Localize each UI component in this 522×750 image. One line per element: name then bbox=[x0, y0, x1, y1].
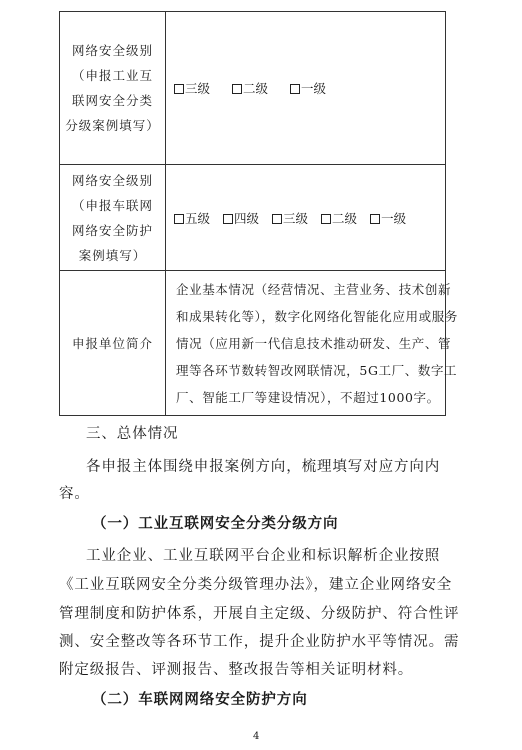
checkbox-option-level-2[interactable] bbox=[321, 209, 357, 227]
label-line: 网络安全防护 bbox=[71, 222, 153, 238]
content-line: 情况（应用新一代信息技术推动研发、生产、管 bbox=[176, 335, 452, 351]
option-label: 一级 bbox=[301, 81, 327, 96]
checkbox-icon[interactable] bbox=[232, 84, 242, 94]
label-line: （申报车联网 bbox=[71, 197, 153, 213]
security-level-iiot-label bbox=[60, 12, 166, 165]
label-line: （申报工业互 bbox=[71, 68, 153, 83]
security-level-iiot-options bbox=[166, 12, 446, 165]
checkbox-icon[interactable] bbox=[321, 214, 331, 224]
label-line: 联网安全分类 bbox=[71, 93, 153, 108]
label-line: 分级案例填写） bbox=[65, 118, 160, 133]
applicant-intro-label: 申报单位简介 bbox=[60, 271, 166, 416]
option-label: 三级 bbox=[185, 81, 211, 96]
paragraph-line: 《工业互联网安全分类分级管理办法》，建立企业网络安全 bbox=[59, 577, 453, 593]
checkbox-option-level-1[interactable] bbox=[290, 79, 326, 97]
checkbox-option-level-5[interactable] bbox=[174, 209, 210, 227]
application-form-table bbox=[59, 11, 458, 416]
checkbox-icon[interactable] bbox=[174, 214, 184, 224]
checkbox-icon[interactable] bbox=[370, 214, 380, 224]
option-label: 二级 bbox=[332, 210, 358, 226]
checkbox-icon[interactable] bbox=[174, 84, 184, 94]
paragraph-line: 测、安全整改等各环节工作，提升企业防护水平等情况。需 bbox=[59, 634, 460, 650]
option-label: 五级 bbox=[185, 210, 211, 226]
table-row bbox=[60, 12, 446, 165]
security-level-iov-label bbox=[60, 165, 166, 271]
paragraph-line: 附定级报告、评测报告、整改报告等相关证明材料。 bbox=[59, 662, 414, 678]
table-row bbox=[60, 165, 446, 271]
section-heading: 三、总体情况 bbox=[86, 426, 179, 442]
paragraph-line: 各申报主体围绕申报案例方向，梳理填写对应方向内 bbox=[86, 459, 441, 475]
content-line: 和成果转化等），数字化网络化智能化应用或服务 bbox=[176, 308, 458, 324]
option-label: 三级 bbox=[283, 210, 309, 226]
table-row bbox=[60, 271, 446, 416]
paragraph-line: 管理制度和防护体系，开展自主定级、分级防护、符合性评 bbox=[59, 606, 460, 622]
label-line: 网络安全级别 bbox=[71, 172, 153, 188]
applicant-intro-content bbox=[166, 271, 458, 416]
security-level-iov-options bbox=[166, 165, 446, 271]
label-line: 网络安全级别 bbox=[71, 43, 153, 58]
checkbox-option-level-4[interactable] bbox=[223, 209, 259, 227]
paragraph-line: 容。 bbox=[59, 486, 90, 502]
checkbox-option-level-3[interactable] bbox=[272, 209, 308, 227]
checkbox-option-level-3[interactable] bbox=[174, 79, 210, 97]
subsection-heading: （一）工业互联网安全分类分级方向 bbox=[92, 515, 339, 532]
page-number: 4 bbox=[253, 731, 260, 742]
label-line: 案例填写） bbox=[78, 247, 147, 263]
checkbox-option-level-2[interactable] bbox=[232, 79, 268, 97]
subsection-heading: （二）车联网网络安全防护方向 bbox=[92, 691, 308, 708]
content-line: 企业基本情况（经营情况、主营业务、技术创新 bbox=[176, 281, 452, 297]
checkbox-option-level-1[interactable] bbox=[370, 209, 406, 227]
content-line: 理等各环节数转智改网联情况，5G工厂、数字工 bbox=[176, 362, 458, 378]
option-label: 二级 bbox=[243, 81, 269, 96]
option-label: 四级 bbox=[234, 210, 260, 226]
paragraph-line: 工业企业、工业互联网平台企业和标识解析企业按照 bbox=[86, 548, 441, 564]
checkbox-icon[interactable] bbox=[272, 214, 282, 224]
checkbox-icon[interactable] bbox=[290, 84, 300, 94]
option-label: 一级 bbox=[381, 210, 407, 226]
content-line: 厂、智能工厂等建设情况），不超过1000字。 bbox=[176, 389, 440, 405]
checkbox-icon[interactable] bbox=[223, 214, 233, 224]
